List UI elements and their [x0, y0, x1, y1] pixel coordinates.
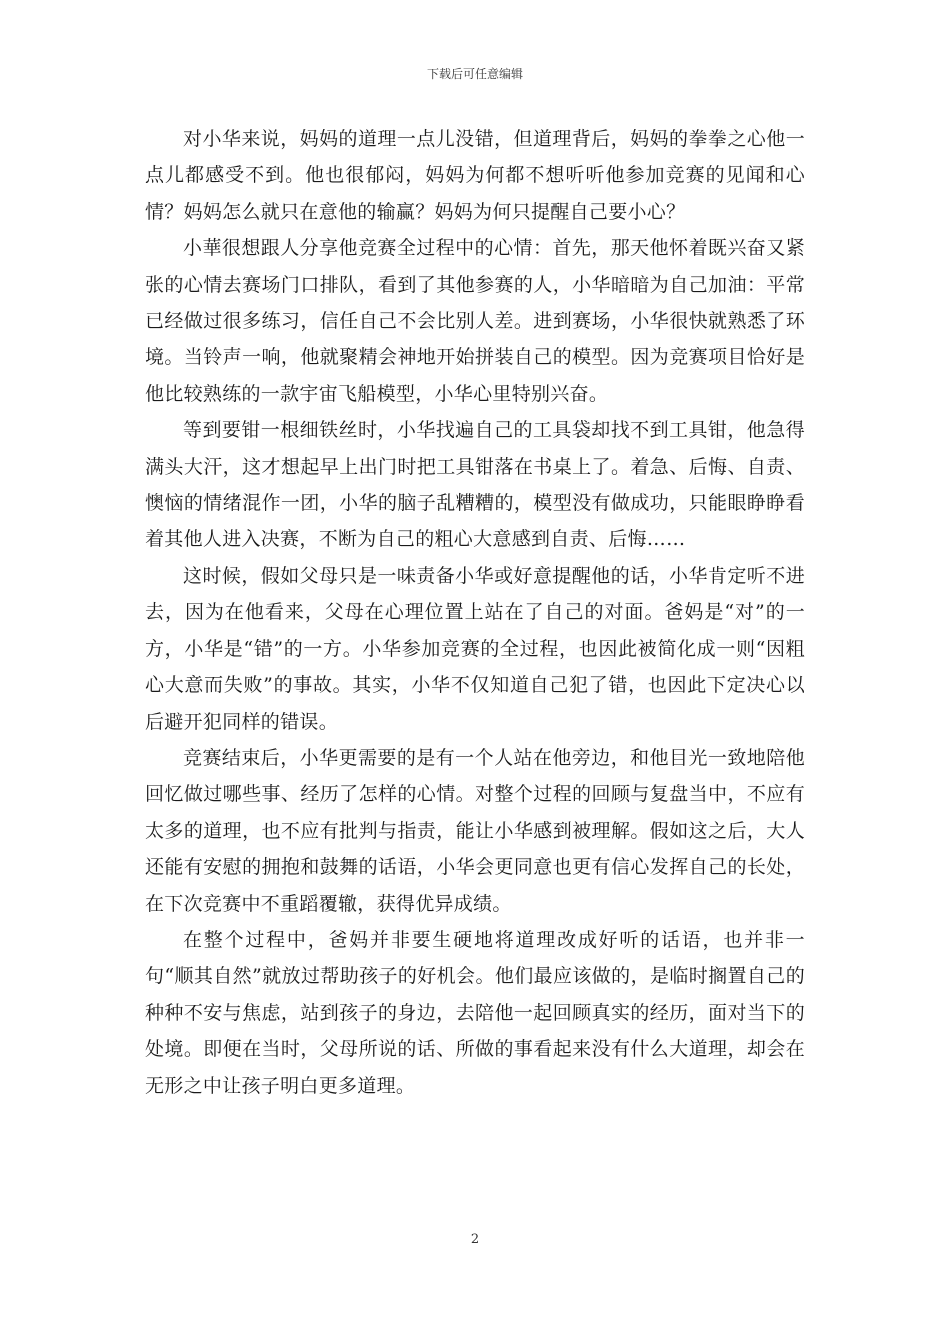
- paragraph: 竞赛结束后，小华更需要的是有一个人站在他旁边，和他目光一致地陪他回忆做过哪些事、经历了怎样的心情。对整个过程的回顾与复盘当中，不应有太多的道理，也不应有批判与指责，能让小华感到被理解。假如这之后，大人还能有安慰的拥抱和鼓舞的话语，小华会更同意也更有信心发挥自己的长处，在下次竞赛中不重蹈覆辙，获得优异成绩。: [145, 746, 805, 915]
- page-number: 2: [470, 1232, 480, 1247]
- page-header: 下载后可任意编辑: [426, 67, 523, 81]
- body-text: [145, 121, 805, 1104]
- paragraph: 对小华来说，妈妈的道理一点儿没错，但道理背后，妈妈的拳拳之心他一点儿都感受不到。他也很郁闷，妈妈为何都不想听听他参加竞赛的见闻和心情？妈妈怎么就只在意他的输赢？妈妈为何只提醒自己要小心？: [145, 128, 805, 223]
- paragraph: 在整个过程中，爸妈并非要生硬地将道理改成好听的话语，也并非一句“顺其自然”就放过帮助孩子的好机会。他们最应该做的，是临时搁置自己的种种不安与焦虑，站到孩子的身边，去陪他一起回顾真实的经历，面对当下的处境。即便在当时，父母所说的话、所做的事看起来没有什么大道理，却会在无形之中让孩子明白更多道理。: [145, 928, 805, 1097]
- paragraph: 这时候，假如父母只是一味责备小华或好意提醒他的话，小华肯定听不进去，因为在他看来，父母在心理位置上站在了自己的对面。爸妈是“对”的一方，小华是“错”的一方。小华参加竞赛的全过程，也因此被简化成一则“因粗心大意而失败”的事故。其实，小华不仅知道自己犯了错，也因此下定决心以后避开犯同样的错误。: [145, 564, 805, 733]
- paragraph: 小華很想跟人分享他竞赛全过程中的心情：首先，那天他怀着既兴奋又紧张的心情去赛场门口排队，看到了其他参赛的人，小华暗暗为自己加油：平常已经做过很多练习，信任自己不会比别人差。进到赛场，小华很快就熟悉了环境。当铃声一响，他就聚精会神地开始拼装自己的模型。因为竞赛项目恰好是他比较熟练的一款宇宙飞船模型，小华心里特别兴奋。: [145, 237, 805, 405]
- paragraph: 等到要钳一根细铁丝时，小华找遍自己的工具袋却找不到工具钳，他急得满头大汗，这才想起早上出门时把工具钳落在书桌上了。着急、后悔、自责、懊恼的情绪混作一团，小华的脑子乱糟糟的，模型没有做成功，只能眼睁睁看着其他人进入决赛，不断为自己的粗心大意感到自责、后悔……: [145, 419, 805, 551]
